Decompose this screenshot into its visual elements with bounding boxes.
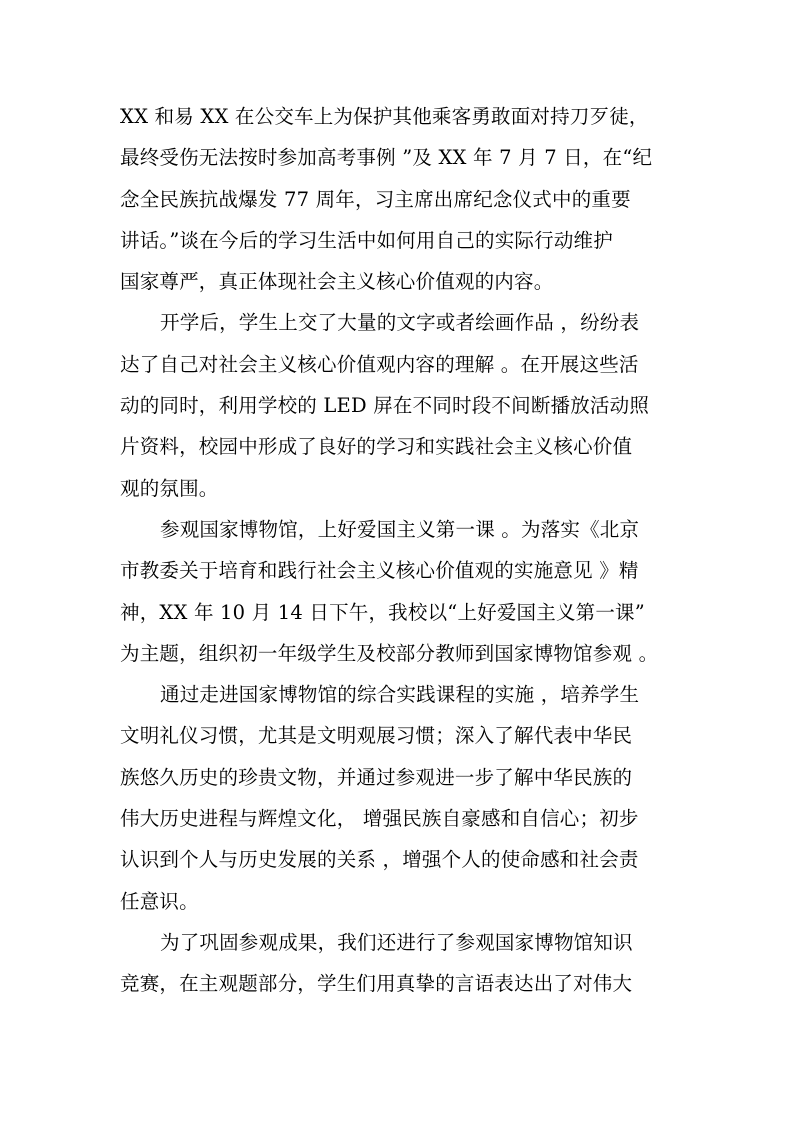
text-line: 任意识。: [120, 889, 199, 913]
text-line: XX 和易 XX 在公交车上为保护其他乘客勇敢面对持刀歹徒，: [120, 105, 649, 128]
text-line: 念全民族抗战爆发 77 周年，习主席出席纪念仪式中的重要: [120, 187, 631, 211]
text-line: 观的氛围。: [120, 476, 219, 500]
text-line: 认识到个人与历史发展的关系 ，增强个人的使命感和社会责: [120, 848, 639, 872]
text-line: 最终受伤无法按时参加高考事例 ”及 XX 年 7 月 7 日，在“纪: [120, 146, 653, 170]
text-line: 文明礼仪习惯，尤其是文明观展习惯；深入了解代表中华民: [120, 724, 633, 748]
paragraph-first-line: 开学后，学生上交了大量的文字或者绘画作品 ，纷纷表: [160, 311, 640, 335]
text-line: 伟大历史进程与辉煌文化， 增强民族自豪感和自信心；初步: [120, 807, 639, 831]
text-line: 国家尊严，真正体现社会主义核心价值观的内容。: [120, 270, 554, 294]
text-line: 竞赛，在主观题部分，学生们用真挚的言语表达出了对伟大: [120, 972, 633, 996]
paragraph-first-line: 参观国家博物馆，上好爱国主义第一课 。为落实《北京: [160, 517, 640, 541]
document-body: [120, 96, 680, 1005]
text-line: 讲话。”谈在今后的学习生活中如何用自己的实际行动维护: [120, 228, 613, 252]
text-line: 市教委关于培育和践行社会主义核心价值观的实施意见 》精: [120, 559, 639, 583]
paragraph-first-line: 通过走进国家博物馆的综合实践课程的实施 ，培养学生: [160, 683, 640, 707]
text-line: 片资料，校园中形成了良好的学习和实践社会主义核心价值: [120, 435, 633, 459]
text-line: 动的同时，利用学校的 LED 屏在不同时段不间断播放活动照: [120, 394, 650, 418]
text-line: 族悠久历史的珍贵文物，并通过参观进一步了解中华民族的: [120, 765, 633, 789]
text-line: 达了自己对社会主义核心价值观内容的理解 。在开展这些活: [120, 352, 639, 376]
text-line: 为主题，组织初一年级学生及校部分教师到国家博物馆参观 。: [120, 641, 659, 665]
text-line: 神，XX 年 10 月 14 日下午，我校以“上好爱国主义第一课”: [120, 600, 645, 624]
paragraph-first-line: 为了巩固参观成果，我们还进行了参观国家博物馆知识: [160, 930, 633, 954]
